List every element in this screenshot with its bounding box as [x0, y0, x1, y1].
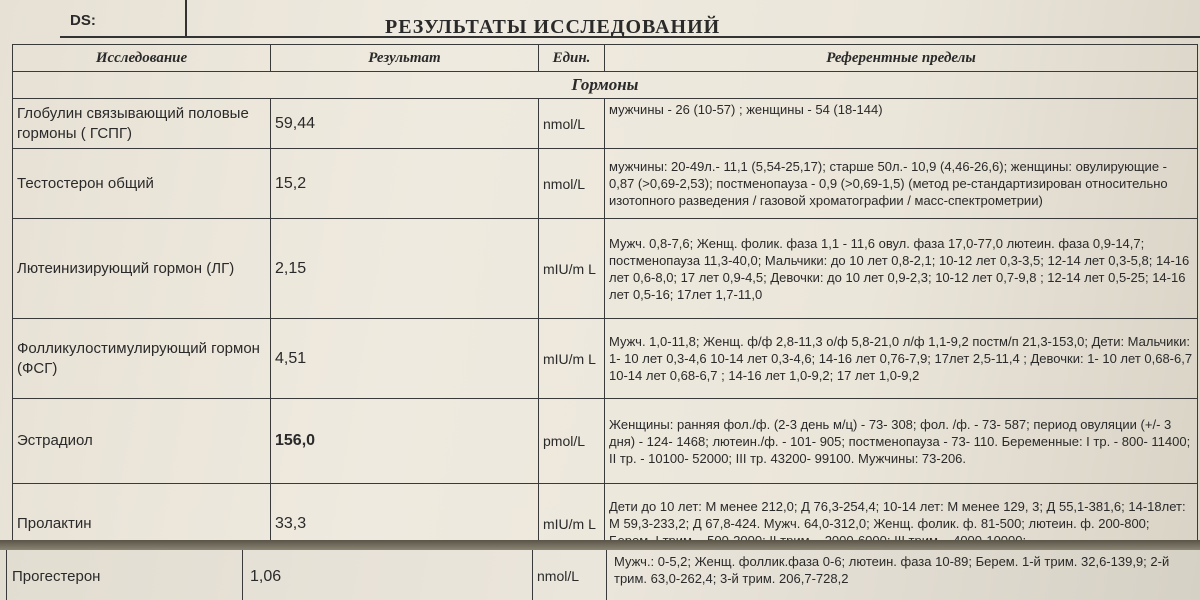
test-reference: мужчины - 26 (10-57) ; женщины - 54 (18-144) — [605, 99, 1198, 149]
test-reference: Дети до 10 лет: М менее 212,0; Д 76,3-254,4; 10-14 лет: М менее 129, 3; Д 55,1-381,6; 14-18лет: М 59,3-233,2; Д 67,8-424. Мужч. 64,0-312,0; Женщ. фолик. ф. 81-500; лютеин. ф. 200-800; — [605, 484, 1198, 564]
table-row — [13, 399, 1198, 484]
test-unit: nmol/L — [539, 99, 605, 149]
column-header-unit: Един. — [539, 45, 605, 72]
progesterone-name: Прогестерон — [12, 568, 101, 585]
table-row — [13, 319, 1198, 399]
test-name: Пролактин — [13, 484, 271, 564]
table-header-row — [13, 45, 1198, 72]
test-unit: mIU/m L — [539, 484, 605, 564]
ds-label: DS: — [70, 12, 96, 29]
test-result: 156,0 — [271, 399, 539, 484]
test-result: 33,3 — [271, 484, 539, 564]
test-name: Лютеинизирующий гормон (ЛГ) — [13, 219, 271, 319]
lower-divider — [606, 550, 607, 600]
test-reference: Мужч. 1,0-11,8; Женщ. ф/ф 2,8-11,3 о/ф 5,8-21,0 л/ф 1,1-9,2 постм/п 21,3-153,0; Дети: Мальчики: 1- 10 лет 0,3-4,6 10-14 лет 0,3-4,6; 14-16 лет 0,76-7,9; 17лет 2,5-11,4 ; Девочки: 1- 10 лет 0,68-6,7 10-14 лет 0,68-6,7 ; 14-16 лет 1,0-9,2; 17 лет 1,0-9,2 — [605, 319, 1198, 399]
lower-divider — [532, 550, 533, 600]
column-header-result: Результат — [271, 45, 539, 72]
progesterone-unit: nmol/L — [537, 568, 580, 584]
table-row — [13, 149, 1198, 219]
page-fold-shadow — [0, 540, 1200, 550]
test-result: 59,44 — [271, 99, 539, 149]
test-reference: мужчины: 20-49л.- 11,1 (5,54-25,17); старше 50л.- 10,9 (4,46-26,6); женщины: овулирующие - 0,87 (>0,69-2,53); постменопауза - 0,9 (>0,69-1,5) (метод ре-стандартизирован относительно изотопного разведения / газовой хроматографии / масс-спектрометрии) — [605, 149, 1198, 219]
test-reference: Мужч. 0,8-7,6; Женщ. фолик. фаза 1,1 - 11,6 овул. фаза 17,0-77,0 лютеин. фаза 0,9-14,7; постменопауза 11,3-40,0; Мальчики: до 10 лет 0,8-2,1; 10-12 лет 0,3-3,5; 12-14 лет 0,3-5,8; 14-16 лет 0,6-8,0; 17 лет 0,9-4,5; Девочки: до 10 лет 0,9-2,3; 10-12 лет 0,7-9,8 ; 12-14 лет 0,5-25; 14-16 лет 0,5-16; 17лет 1,7-11,0 — [605, 219, 1198, 319]
test-reference: Женщины: ранняя фол./ф. (2-3 день м/ц) - 73- 308; фол. /ф. - 73- 587; период овуляции (+/- 3 дня) - 124- 1468; лютеин./ф. - 101- 905; постменопауза - 73- 110. Беременные: I тр. - 800- 11400; II тр. - 10100- 52000; III тр. 43200- 99100. Мужчины: 73-206. — [605, 399, 1198, 484]
column-header-reference: Референтные пределы — [605, 45, 1198, 72]
table-row — [13, 99, 1198, 149]
column-header-test: Исследование — [13, 45, 271, 72]
test-result: 15,2 — [271, 149, 539, 219]
header-divider — [185, 0, 187, 36]
test-name: Эстрадиол — [13, 399, 271, 484]
test-unit: nmol/L — [539, 149, 605, 219]
section-title: Гормоны — [13, 72, 1198, 99]
progesterone-reference: Мужч.: 0-5,2; Женщ. фоллик.фаза 0-6; лютеин. фаза 10-89; Берем. 1-й трим. 32,6-139,9; 2-й трим. 63,0-262,4; 3-й трим. 206,7-728,2 — [614, 554, 1170, 586]
lower-sheet — [0, 550, 1200, 600]
lower-divider — [6, 550, 7, 600]
progesterone-result: 1,06 — [250, 568, 282, 585]
test-name: Тестостерон общий — [13, 149, 271, 219]
section-row — [13, 72, 1198, 99]
test-unit: mIU/m L — [539, 219, 605, 319]
test-result: 4,51 — [271, 319, 539, 399]
results-table — [12, 44, 1198, 564]
test-name: Глобулин связывающий половые гормоны ( ГСПГ) — [13, 99, 271, 149]
test-result: 2,15 — [271, 219, 539, 319]
table-row — [13, 219, 1198, 319]
test-unit: mIU/m L — [539, 319, 605, 399]
page-title: РЕЗУЛЬТАТЫ ИССЛЕДОВАНИЙ — [385, 16, 721, 38]
test-name: Фолликулостимулирующий гормон (ФСГ) — [13, 319, 271, 399]
lower-divider — [242, 550, 243, 600]
test-unit: pmol/L — [539, 399, 605, 484]
